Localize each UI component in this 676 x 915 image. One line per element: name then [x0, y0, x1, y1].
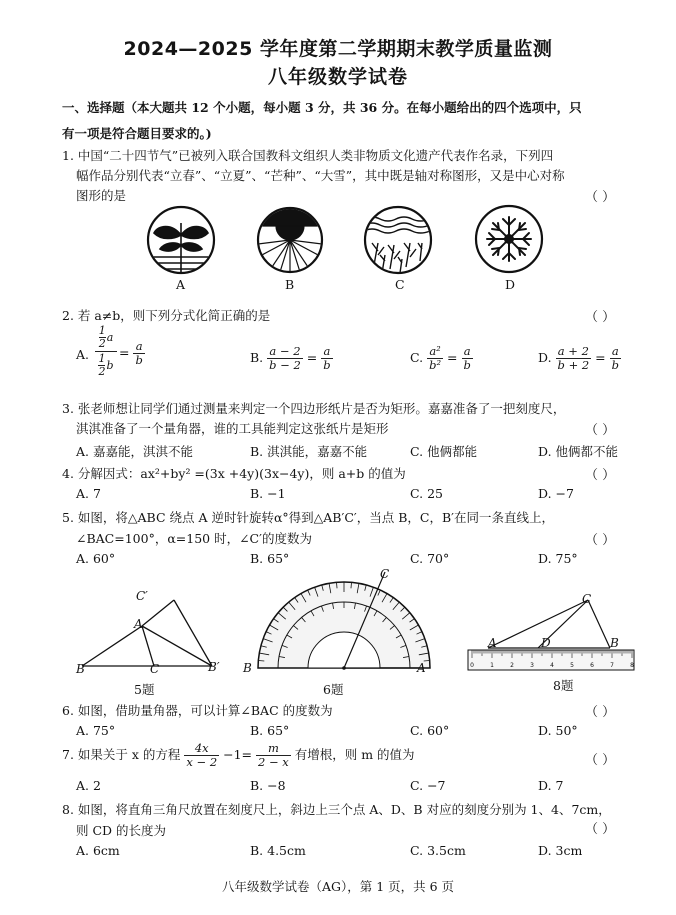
page-footer: 八年级数学试卷（AG），第 1 页，共 6 页: [221, 879, 455, 894]
ruler-tick-label: 8: [630, 662, 634, 669]
fig5-label-a: A: [134, 617, 143, 631]
q8-option-a: A. 6cm: [76, 843, 120, 858]
q1-figure-a: [144, 205, 218, 275]
page-title: 2024—2025 学年度第二学期期末教学质量监测: [123, 38, 553, 60]
ruler-tick-label: 3: [530, 662, 534, 669]
q2-option-a-label: A.: [76, 347, 90, 362]
q2-answer-paren: （ ）: [585, 310, 616, 325]
fig5-label-bp: B′: [208, 660, 220, 674]
protractor-tick: [337, 582, 338, 588]
q6-option-c: C. 60°: [410, 723, 450, 738]
fig5-label-c: C: [150, 662, 160, 676]
q5-option-d: D. 75°: [538, 551, 578, 566]
section-heading-line1: 一、选择题（本大题共 12 个小题，每小题 3 分，共 36 分。在每小题给出的四个选项中，只: [62, 100, 582, 115]
ruler-tick-label: 7: [610, 662, 614, 669]
q1-label-b: B: [285, 277, 295, 292]
figure-8: [466, 592, 636, 672]
fig8-caption: 8题: [553, 678, 574, 693]
q7-option-a: A. 2: [76, 778, 101, 793]
q5-option-a: A. 60°: [76, 551, 116, 566]
page-subtitle: 八年级数学试卷: [267, 66, 408, 88]
ruler-tick-label: 5: [570, 662, 574, 669]
q2-option-a-complex-fraction: 1 2 a 1 2 b: [95, 325, 117, 378]
ruler-tick-label: 0: [470, 662, 474, 669]
q1-label-d: D: [505, 277, 516, 292]
q4-answer-paren: （ ）: [585, 468, 616, 483]
q5-line1: 5. 如图，将△ABC 绕点 A 逆时针旋转α°得到△AB′C′，当点 B，C，B′在同一条直线上，: [62, 510, 554, 525]
q8-option-b: B. 4.5cm: [250, 843, 306, 858]
q6-stem: 6. 如图，借助量角器，可以计算∠BAC 的度数为: [62, 703, 333, 718]
q3-answer-paren: （ ）: [585, 423, 616, 438]
q2-option-b: B. $\frac{a - 2}{b - 2}$ = $\frac{a}{b}$: [250, 344, 331, 372]
q5-line2: ∠BAC=100°，α=150 时，∠C′的度数为: [76, 531, 312, 546]
q6-option-d: D. 50°: [538, 723, 578, 738]
fig6-label-a: A: [417, 661, 426, 675]
q3-option-c: C. 他俩都能: [410, 444, 478, 459]
q1-line3: 图形的是: [76, 188, 127, 203]
q6-answer-paren: （ ）: [585, 705, 616, 720]
q3-line1: 3. 张老师想让同学们通过测量来判定一个四边形纸片是否为矩形。嘉嘉准备了一把刻度尺，: [62, 401, 566, 416]
q2-option-d: D. $\frac{a + 2}{b + 2}$ = $\frac{a}{b}$: [538, 344, 619, 372]
fig5-label-b: B: [76, 662, 85, 676]
q1-answer-paren: （ ）: [585, 190, 616, 205]
q4-option-b: B. −1: [250, 486, 286, 501]
q3-option-b: B. 淇淇能，嘉嘉不能: [250, 444, 368, 459]
q1-line1: 1. 中国“二十四节气”已被列入联合国教科文组织人类非物质文化遗产代表作名录，下列四: [62, 148, 554, 163]
q6-option-a: A. 75°: [76, 723, 116, 738]
fig8-label-b: B: [610, 636, 619, 650]
q5-option-b: B. 65°: [250, 551, 290, 566]
q5-option-c: C. 70°: [410, 551, 450, 566]
ruler-tick-label: 4: [550, 662, 554, 669]
q2-option-a-rhs: = $\frac{a}{b}$: [119, 339, 143, 367]
ruler-tick-label: 1: [490, 662, 494, 669]
ruler-tick-label: 6: [590, 662, 594, 669]
q8-answer-paren: （ ）: [585, 822, 616, 837]
q3-line2: 淇淇准备了一个量角器，谁的工具能判定这张纸片是矩形: [76, 421, 389, 436]
fig8-label-d: D: [541, 636, 551, 650]
q5-answer-paren: （ ）: [585, 533, 616, 548]
q7-stem: 7. 如果关于 x 的方程 $\frac{4x}{x - 2}$ −1= $\frac{m}{2 - x}$ 有增根，则 m 的值为: [62, 741, 415, 769]
q4-stem: 4. 分解因式：ax²+by² =(3x +4y)(3x−4y)，则 a+b 的值为: [62, 466, 406, 481]
q1-line2: 幅作品分别代表“立春”、“立夏”、“芒种”、“大雪”，其中既是轴对称图形，又是中心对称: [76, 168, 565, 183]
fig6-label-b: B: [243, 661, 252, 675]
protractor-tick: [258, 661, 264, 662]
protractor-tick: [351, 582, 352, 588]
fig5-caption: 5题: [134, 682, 155, 697]
section-heading-line2: 有一项是符合题目要求的。): [62, 126, 212, 141]
q2-stem: 2. 若 a≠b，则下列分式化简正确的是: [62, 308, 271, 323]
q7-option-b: B. −8: [250, 778, 286, 793]
q1-figure-b: [252, 200, 328, 274]
q8-line2: 则 CD 的长度为: [76, 823, 167, 838]
q2-option-c: C. $\frac{\text{a²}}{\text{b²}}$ = $\frac{a}{b}$: [410, 344, 471, 372]
q4-option-a: A. 7: [76, 486, 101, 501]
q7-option-d: D. 7: [538, 778, 564, 793]
q1-label-c: C: [395, 277, 405, 292]
q8-option-d: D. 3cm: [538, 843, 583, 858]
fig6-label-c: C: [380, 567, 390, 581]
q4-option-d: D. −7: [538, 486, 574, 501]
fig8-label-c: C: [582, 592, 592, 606]
q4-option-c: C. 25: [410, 486, 443, 501]
fig6-caption: 6题: [323, 682, 344, 697]
q8-line1: 8. 如图，将直角三角尺放置在刻度尺上，斜边上三个点 A、D、B 对应的刻度分别为 1、4、7cm，: [62, 802, 611, 817]
q3-option-d: D. 他俩都不能: [538, 444, 619, 459]
q7-answer-paren: （ ）: [585, 753, 616, 768]
fig8-label-a: A: [488, 636, 497, 650]
figure-6-protractor: [250, 570, 440, 680]
q8-option-c: C. 3.5cm: [410, 843, 466, 858]
q1-figure-d: [472, 203, 546, 275]
q6-option-b: B. 65°: [250, 723, 290, 738]
fig5-label-cp: C′: [136, 589, 148, 603]
ruler-tick-label: 2: [510, 662, 514, 669]
q7-option-c: C. −7: [410, 778, 446, 793]
q1-label-a: A: [176, 277, 186, 292]
q1-figure-c: [360, 203, 436, 277]
q3-option-a: A. 嘉嘉能，淇淇不能: [76, 444, 193, 459]
